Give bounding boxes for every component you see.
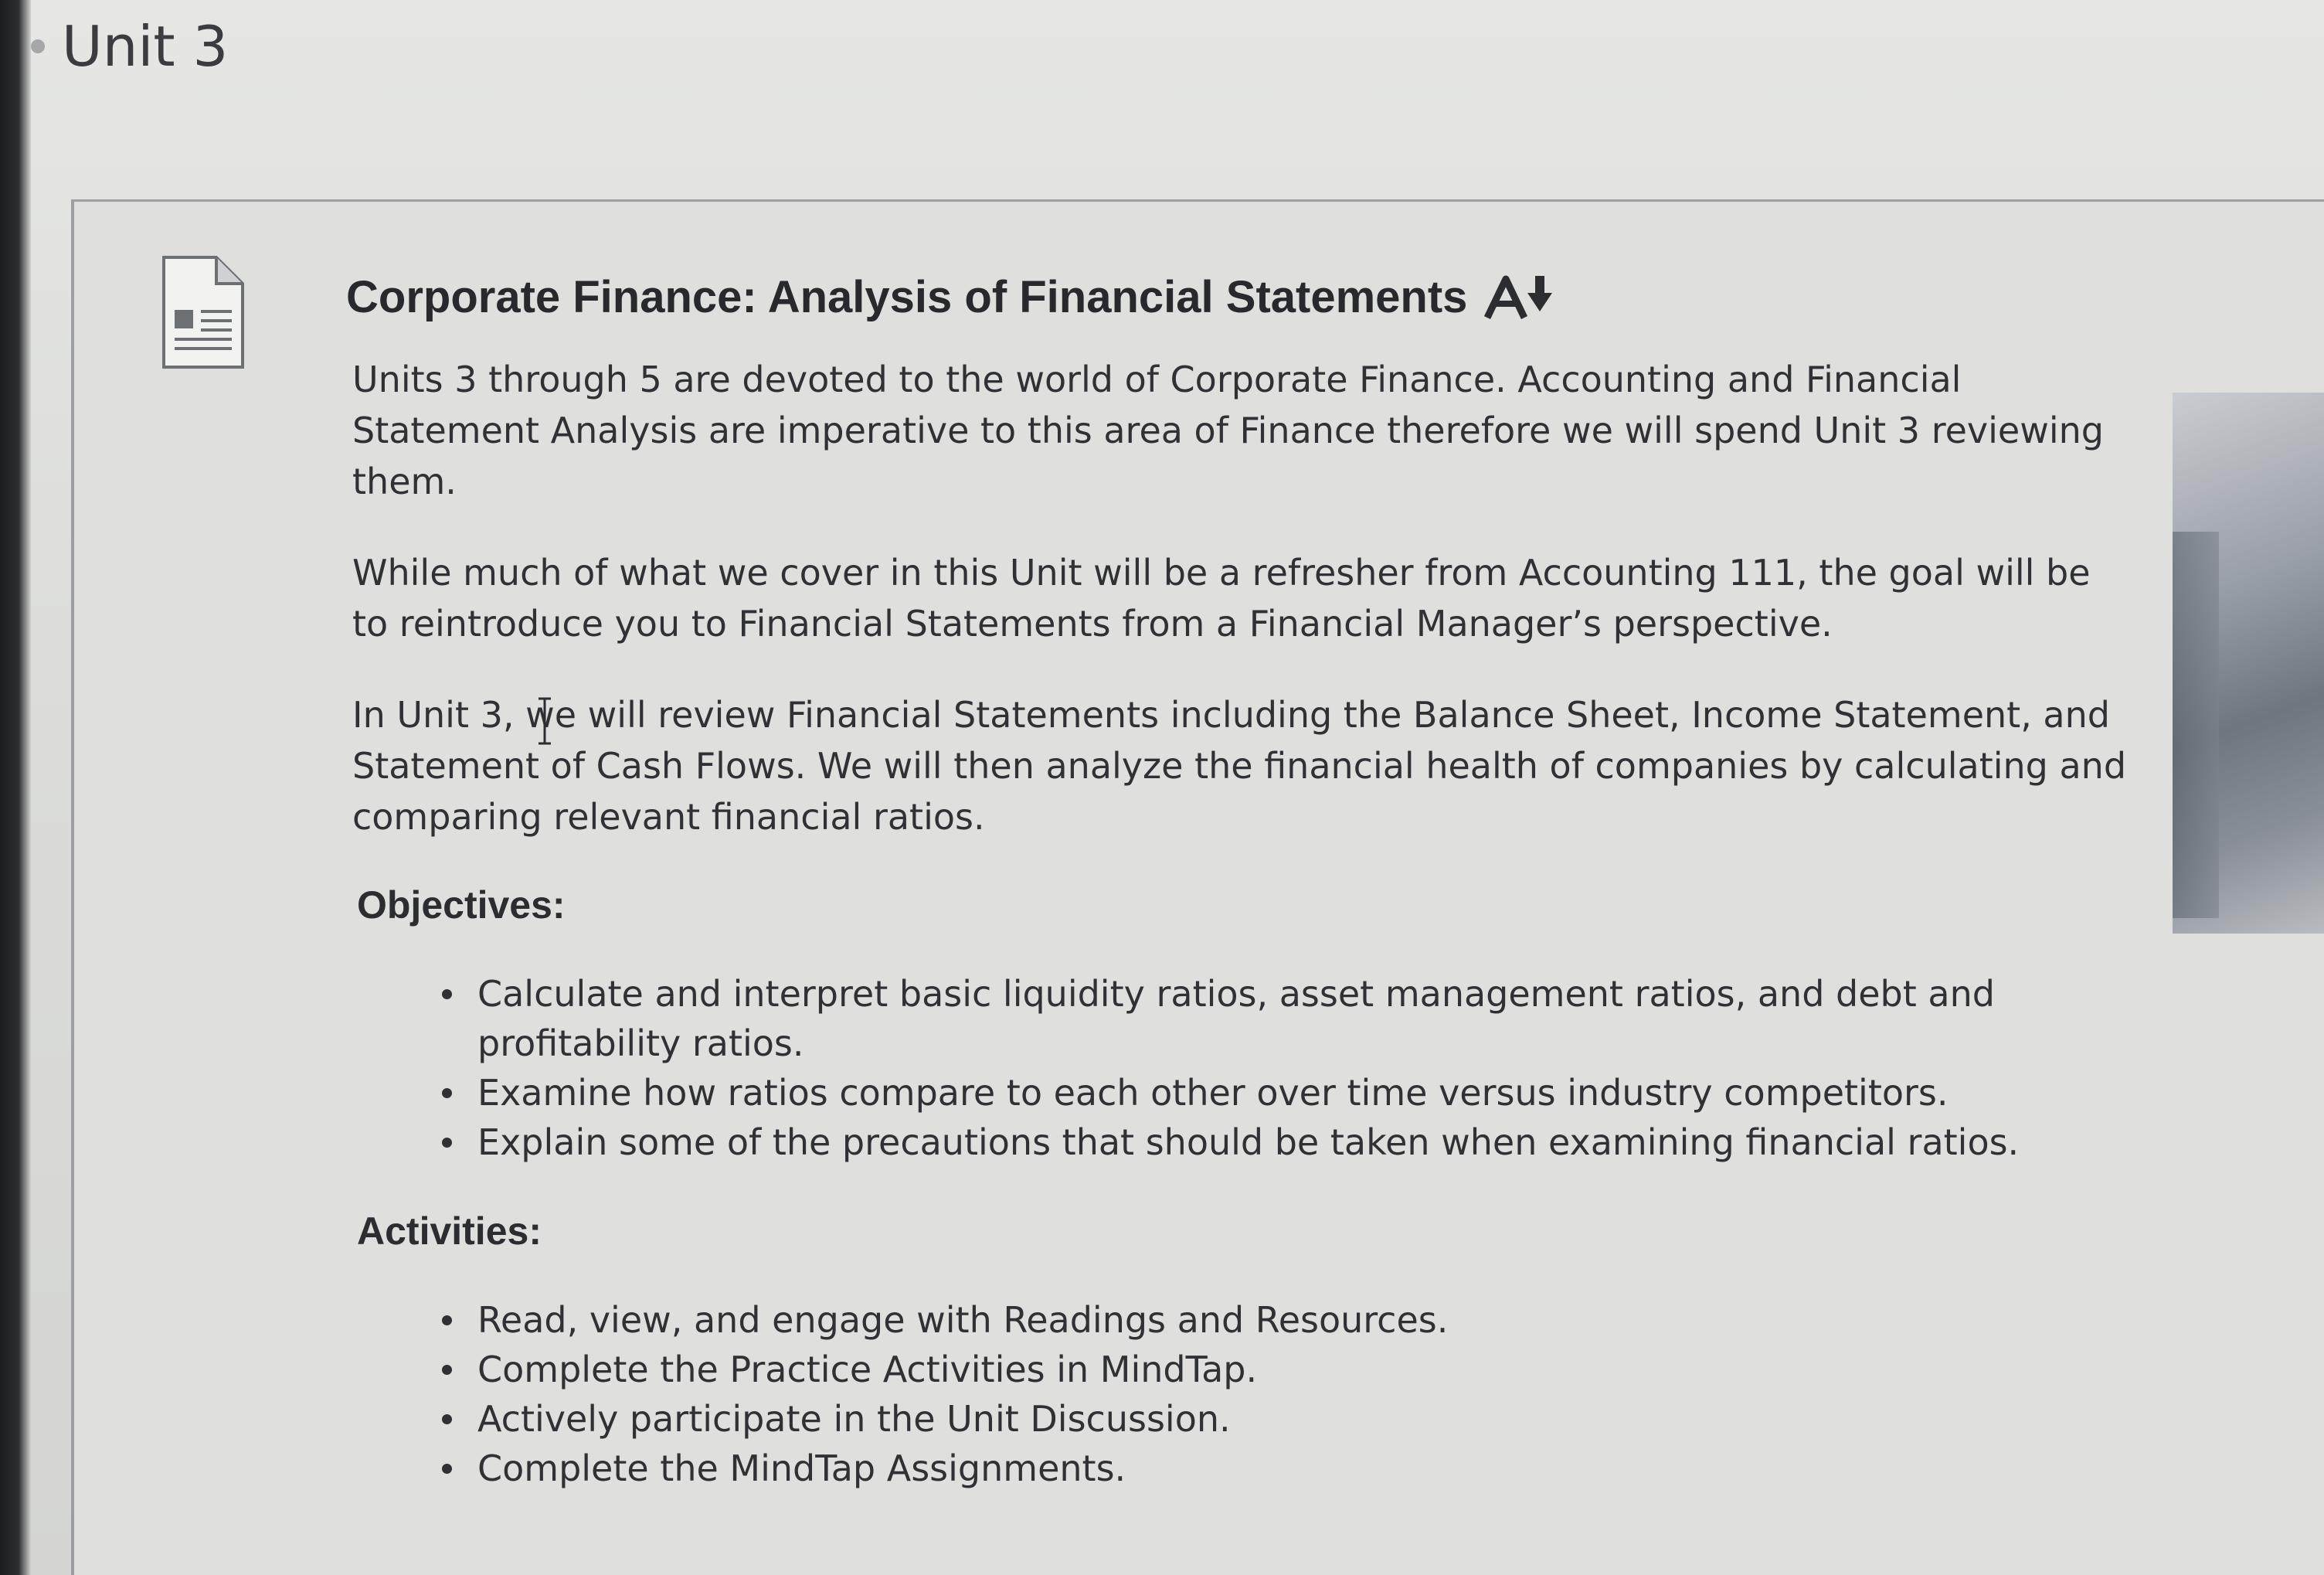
- unit-title[interactable]: Unit 3: [62, 14, 229, 79]
- objectives-heading: Objectives:: [357, 883, 566, 927]
- content-item-card: [71, 199, 2324, 1575]
- item-content: [346, 271, 2216, 1535]
- unit-header[interactable]: [31, 8, 228, 85]
- sort-down-icon[interactable]: [1484, 273, 1558, 322]
- activities-list: [346, 1295, 2216, 1493]
- monitor-bezel: [0, 0, 31, 1575]
- objective-item: Explain some of the precautions that should be taken when examining financial ratios.: [477, 1117, 2054, 1167]
- activity-item: Actively participate in the Unit Discussion.: [477, 1394, 2054, 1444]
- paragraph-unit-overview: In Unit 3, we will review Financial Statements including the Balance Sheet, Income Statement, and Statement of Cash Flows. We will then analyze the financial health of companies by calculating and comparing relevant financial ratios.: [352, 694, 2127, 838]
- item-title[interactable]: Corporate Finance: Analysis of Financial Statements: [346, 272, 1468, 322]
- objectives-list: [346, 969, 2216, 1167]
- paragraph-refresher: While much of what we cover in this Unit will be a refresher from Accounting 111, the goal will be to reintroduce you to Financial Statements from a Financial Manager’s perspective.: [352, 552, 2091, 645]
- activities-heading: Activities:: [357, 1209, 542, 1253]
- objective-item: Examine how ratios compare to each other over time versus industry competitors.: [477, 1068, 2054, 1117]
- text-cursor-icon: [536, 696, 553, 747]
- item-title-row: [346, 271, 2216, 323]
- objective-item: Calculate and interpret basic liquidity ratios, asset management ratios, and debt and profitability ratios.: [477, 969, 2054, 1068]
- paragraph-intro: Units 3 through 5 are devoted to the world of Corporate Finance. Accounting and Financial Statement Analysis are imperative to this area of Finance therefore we will spend Unit 3 reviewing them.: [352, 359, 2104, 502]
- document-icon: [161, 254, 246, 370]
- screen-reflection: [2173, 393, 2324, 934]
- unit-bullet-icon: [31, 39, 45, 53]
- activity-item: Complete the Practice Activities in MindTap.: [477, 1345, 2054, 1394]
- activity-item: Read, view, and engage with Readings and Resources.: [477, 1295, 2054, 1345]
- activity-item: Complete the MindTap Assignments.: [477, 1444, 2054, 1493]
